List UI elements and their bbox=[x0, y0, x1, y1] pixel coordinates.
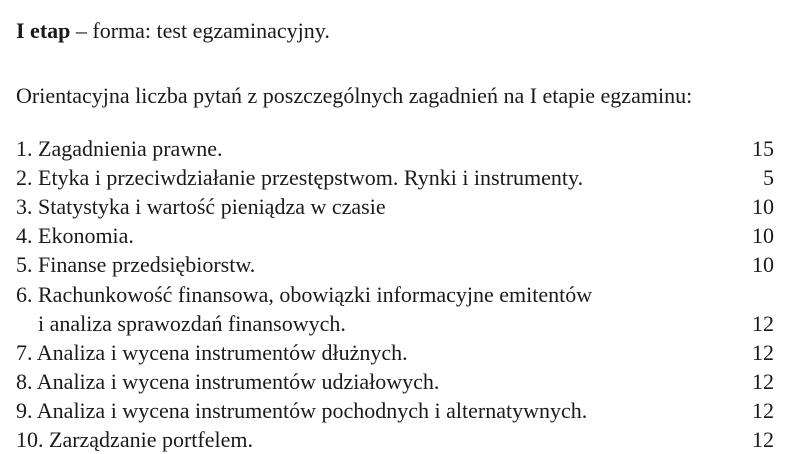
topic-label: 10. Zarządzanie portfelem. bbox=[16, 427, 253, 452]
topic-row bbox=[16, 223, 774, 249]
topic-label: 6. Rachunkowość finansowa, obowiązki informacyjne emitentów bbox=[16, 282, 593, 307]
topic-label: 2. Etyka i przeciwdziałanie przestępstwom. Rynki i instrumenty. bbox=[16, 165, 584, 190]
topic-label: 5. Finanse przedsiębiorstw. bbox=[16, 252, 256, 277]
topic-label: 8. Analiza i wycena instrumentów udziałowych. bbox=[16, 369, 440, 394]
topic-label: 3. Statystyka i wartość pieniądza w czasie bbox=[16, 194, 386, 219]
topic-row bbox=[16, 282, 774, 308]
topic-row bbox=[16, 398, 774, 424]
topic-count: 10 bbox=[752, 252, 774, 277]
topic-count: 15 bbox=[752, 136, 774, 161]
topic-row bbox=[16, 194, 774, 220]
topic-count: 10 bbox=[752, 223, 774, 248]
topic-count: 10 bbox=[752, 194, 774, 219]
stage-heading bbox=[16, 20, 330, 42]
topic-label: 4. Ekonomia. bbox=[16, 223, 134, 248]
topic-count: 12 bbox=[752, 398, 774, 423]
topic-count: 12 bbox=[752, 427, 774, 452]
stage-heading-rest: – forma: test egzaminacyjny. bbox=[70, 18, 330, 43]
topic-row bbox=[16, 369, 774, 395]
topic-label: 9. Analiza i wycena instrumentów pochodnych i alternatywnych. bbox=[16, 398, 588, 423]
topic-count: 12 bbox=[752, 311, 774, 336]
topic-label-continuation: i analiza sprawozdań finansowych. bbox=[38, 311, 346, 336]
topic-row-continuation bbox=[16, 311, 774, 337]
topic-row bbox=[16, 252, 774, 278]
topic-count: 12 bbox=[752, 369, 774, 394]
intro-text: Orientacyjna liczba pytań z poszczególnych zagadnień na I etapie egzaminu: bbox=[16, 83, 693, 108]
topic-count: 12 bbox=[752, 340, 774, 365]
topic-row bbox=[16, 165, 774, 191]
topic-label: 1. Zagadnienia prawne. bbox=[16, 136, 223, 161]
topic-row bbox=[16, 136, 774, 162]
topic-row bbox=[16, 427, 774, 453]
stage-heading-bold: I etap bbox=[16, 18, 71, 43]
topic-label: 7. Analiza i wycena instrumentów dłużnych. bbox=[16, 340, 408, 365]
topic-row bbox=[16, 340, 774, 366]
topic-count: 5 bbox=[763, 165, 774, 190]
